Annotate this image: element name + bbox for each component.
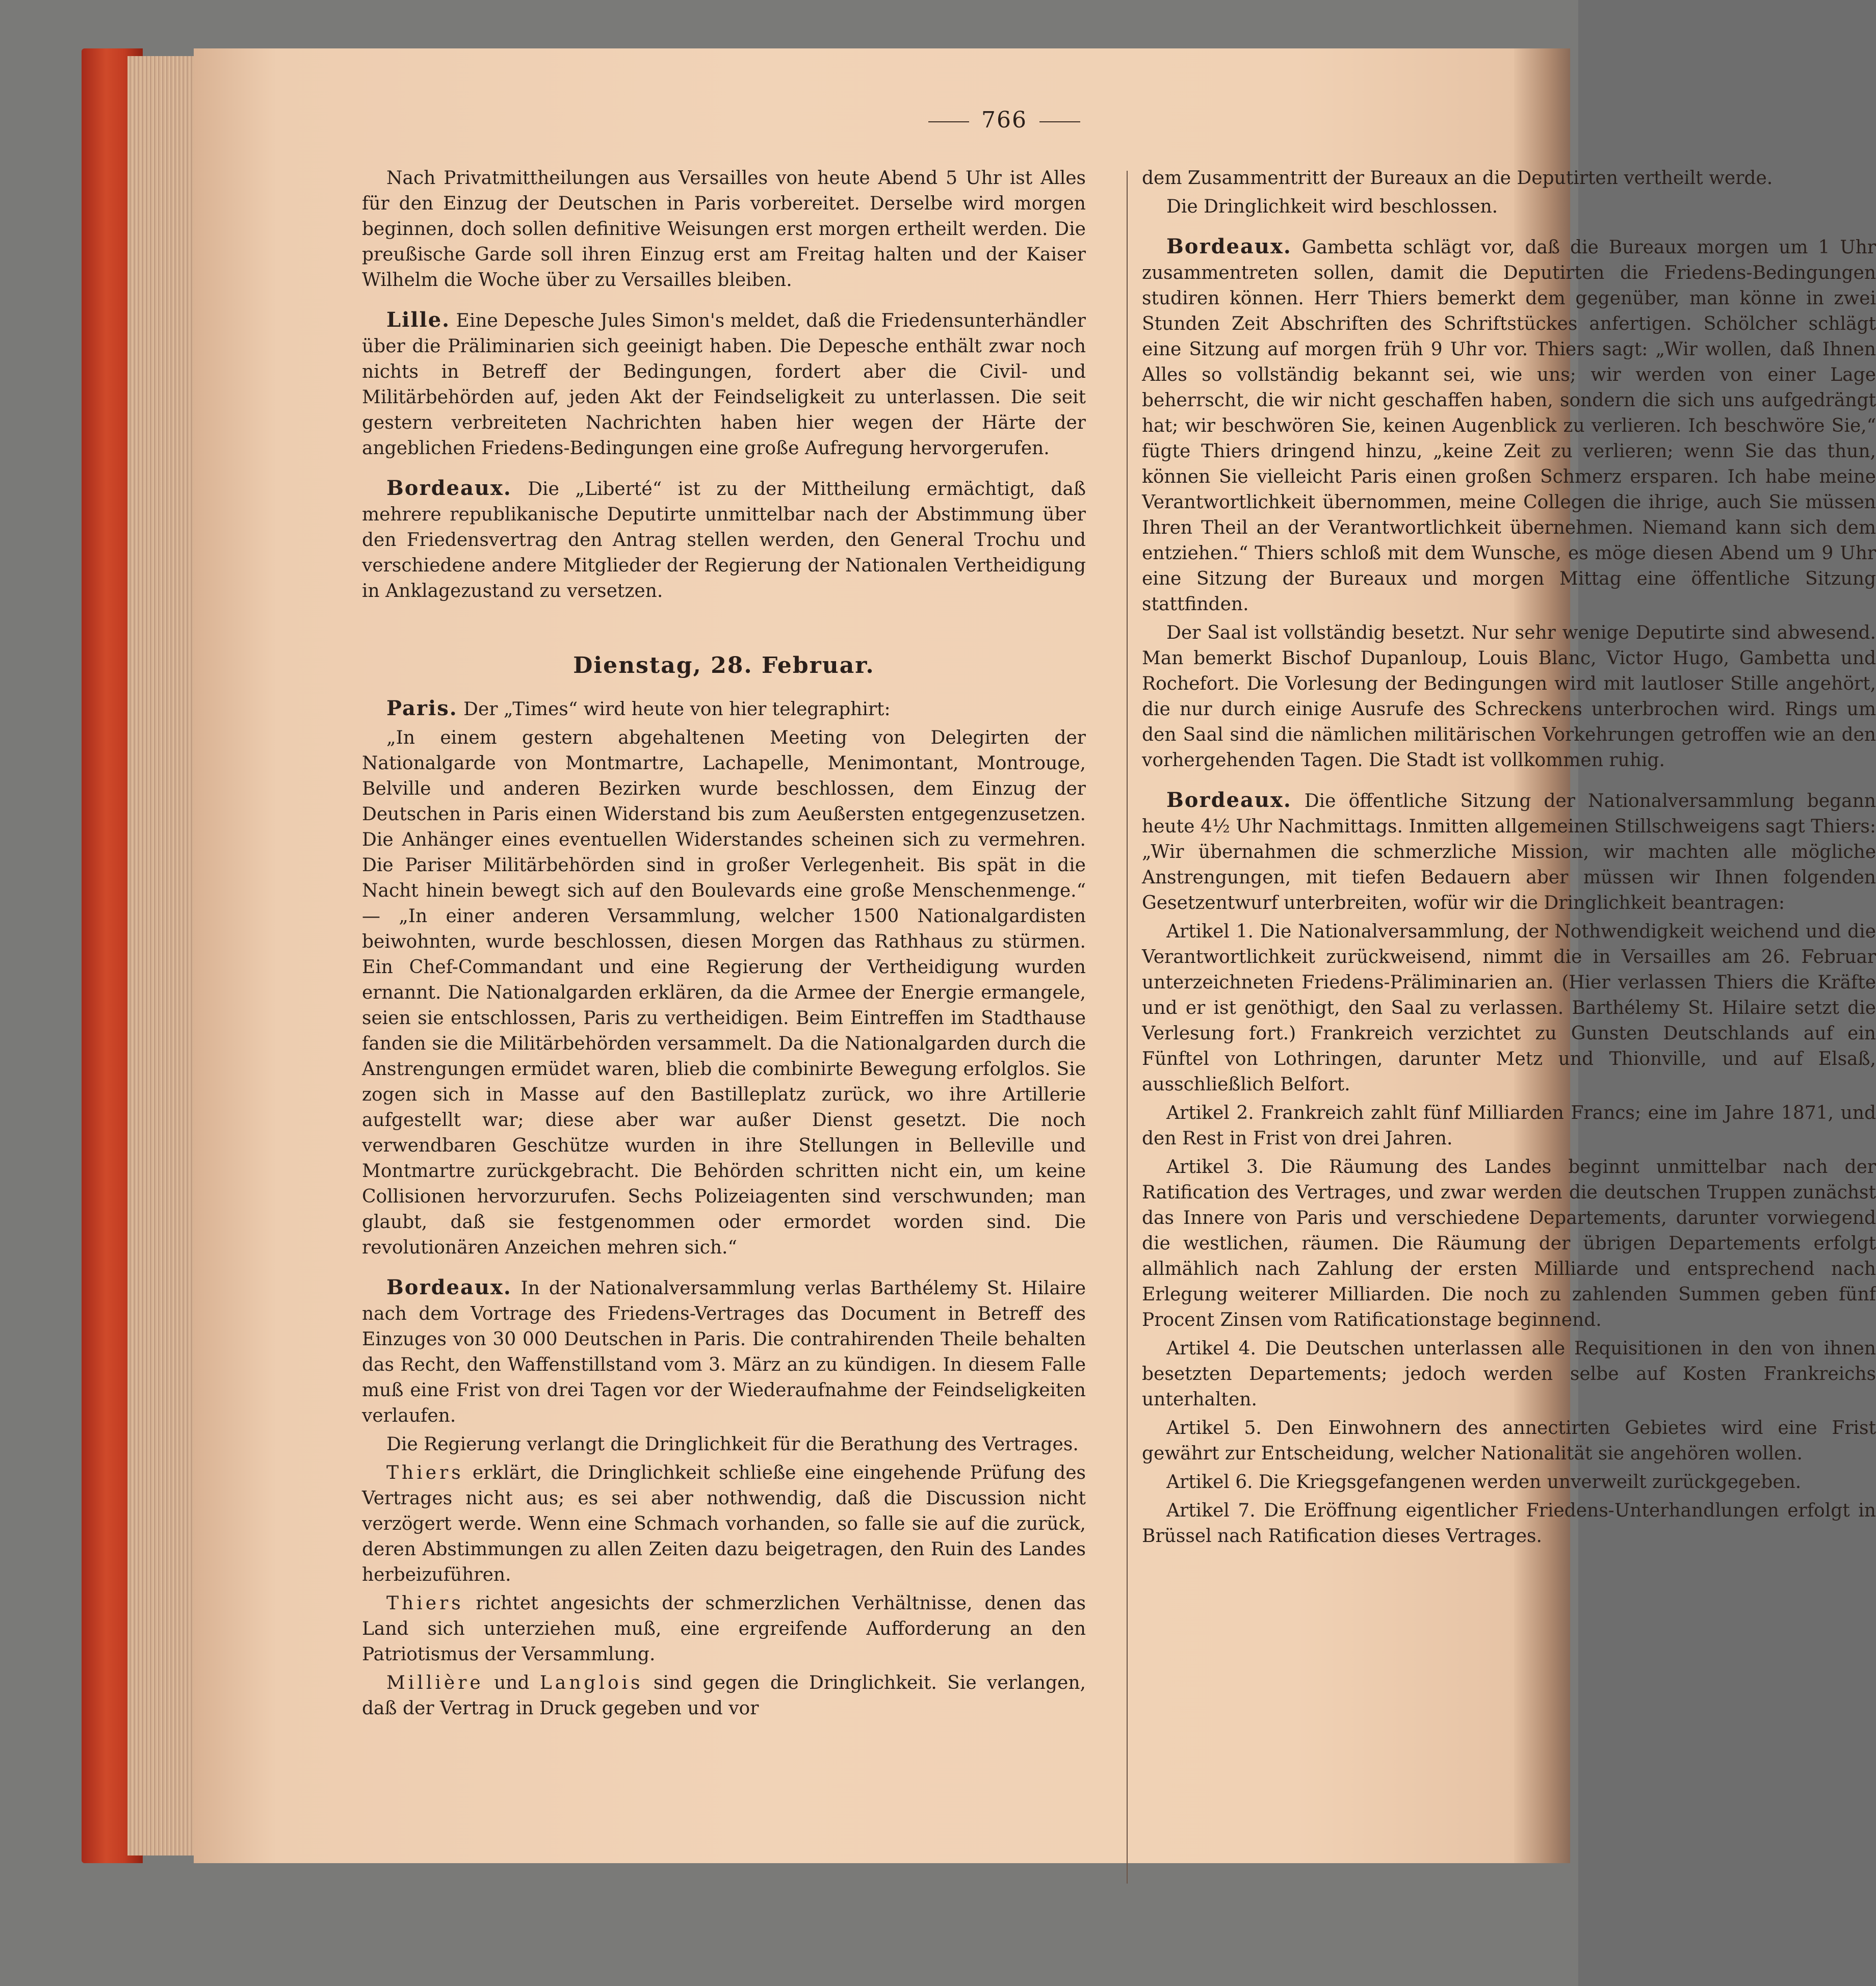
page-header (851, 107, 1157, 133)
name-thiers: Thiers (386, 1593, 464, 1614)
page-edges (127, 56, 199, 1856)
name-milliere: Millière (386, 1673, 484, 1693)
dateline-paris: Paris. (386, 696, 458, 720)
thiers-2-text: richtet angesichts der schmerzlichen Verhältnisse, denen das Land sich unterziehen muß, eine ergreifende Aufforderung an den Patriotismus der Versammlung. (362, 1593, 1086, 1665)
milliere-and: und (494, 1673, 530, 1693)
dateline-lille: Lille. (386, 308, 451, 332)
bordeaux-liberte-text: Die „Liberté“ ist zu der Mittheilung ermächtigt, daß mehrere republikanische Deputirte unmittelbar nach der Abstimmung über den Friedensvertrag den Antrag stellen werden, den General Trochu und verschiedene andere Mitglieder der Regierung der Nationalen Vertheidigung in Anklagezustand zu versetzen. (362, 479, 1086, 602)
dateline-bordeaux: Bordeaux. (386, 1275, 512, 1299)
paragraph-paris-quote: „In einem gestern abgehaltenen Meeting von Delegirten der Nationalgarde von Montmartre, Lachapelle, Menimontant, Montrouge, Belville und anderen Bezirken wurde beschlossen, dem Einzug der Deutschen in Paris einen Widerstand bis zum Aeußersten entgegenzusetzen. Die Anhänger eines eventuellen Widerstandes scheinen sich zu vermehren. Die Pariser Militärbehörden sind in großer Verlegenheit. Bis spät in die Nacht hinein bewegt sich auf den Boulevards eine große Menschenmenge.“ — „In einer anderen Versammlung, welcher 1500 Nationalgardisten beiwohnten, wurde beschlossen, diesen Morgen das Rathhaus zu stürmen. Ein Chef-Commandant und eine Regierung der Vertheidigung wurden ernannt. Die Nationalgarden erklären, da die Armee der Energie ermangele, seien sie entschlossen, Paris zu vertheidigen. Beim Eintreffen im Stadthause fanden sie die Militärbehörden versammelt. Da die Nationalgarden durch die Anstrengungen ermüdet waren, blieb die combinirte Bewegung erfolglos. Sie zogen sich in Masse auf den Bastilleplatz zurück, wo ihre Artillerie aufgestellt war; diese aber war außer Dienst gesetzt. Die noch verwendbaren Geschütze wurden in ihre Stellungen in Belleville und Montmartre zurückgebracht. Die Behörden schritten nicht ein, um keine Collisionen hervorzurufen. Sechs Polizeiagenten sind verschwunden; man glaubt, daß sie festgenommen oder ermordet worden sind. Die revolutionären Anzeichen mehren sich.“ (362, 727, 1086, 1258)
column-divider (1127, 171, 1128, 1884)
bordeaux-gambetta-text: Gambetta schlägt vor, daß die Bureaux morgen um 1 Uhr zusammentreten sollen, damit die Deputirten die Friedens-Bedingungen studiren können. Herr Thiers bemerkt dem gegenüber, man könne in zwei Stunden Zeit Abschriften des Schriftstückes anfertigen. Schölcher schlägt eine Sitzung auf morgen früh 9 Uhr vor. Thiers sagt: „Wir wollen, daß Ihnen Alles so vollständig bekannt sei, wie uns; wir werden von einer Lage beherrscht, die wir nicht geschaffen haben, sondern die sich uns aufgedrängt hat; wir beschwören Sie, keinen Augenblick zu verlieren. Ich beschwöre Sie,“ fügte Thiers dringend hinzu, „keine Zeit zu verlieren; wenn Sie das thun, können Sie vielleicht Paris einen großen Schmerz ersparen. Ich habe meine Verantwortlichkeit übernommen, meine Collegen die ihrige, auch Sie müssen Ihren Theil an der Verantwortlichkeit übernehmen. Niemand kann sich dem entziehen.“ Thiers schloß mit dem Wunsche, es möge diesen Abend um 9 Uhr eine Sitzung der Bureaux und morgen Mittag eine öffentliche Sitzung stattfinden. (1142, 237, 1876, 615)
name-langlois: Langlois (539, 1673, 643, 1693)
paragraph-versailles: Nach Privatmittheilungen aus Versailles von heute Abend 5 Uhr ist Alles für den Einzug der Deutschen in Paris vorbereitet. Derselbe wird morgen beginnen, doch sollen definitive Weisungen erst morgen ertheilt werden. Die preußische Garde soll ihren Einzug erst am Freitag halten und der Kaiser Wilhelm die Woche über zu Versailles bleiben. (362, 168, 1086, 291)
bordeaux-nationalversammlung-text: In der Nationalversammlung verlas Barthélemy St. Hilaire nach dem Vortrage des Friedens-Vertrages das Document in Betreff des Einzuges von 30 000 Deutschen in Paris. Die contrahirenden Theile behalten das Recht, den Waffenstillstand vom 3. März an zu kündigen. In diesem Falle muß eine Frist von drei Tagen vor der Wiederaufnahme der Feindseligkeiten verlaufen. (362, 1278, 1086, 1426)
paragraph-regierung: Die Regierung verlangt die Dringlichkeit für die Berathung des Vertrages. (386, 1434, 1079, 1455)
paragraph-bordeaux-liberte (362, 476, 1086, 604)
dateline-bordeaux: Bordeaux. (386, 476, 512, 500)
dateline-bordeaux: Bordeaux. (1166, 788, 1292, 812)
header-rule-left (928, 121, 969, 122)
page-number: 766 (981, 107, 1027, 133)
article-3: Artikel 3. Die Räumung des Landes beginnt unmittelbar nach der Ratification des Vertrages, und zwar werden die deutschen Truppen zunächst das Innere von Paris und verschiedene Departements, darunter vorwiegend die westlichen, räumen. Die Räumung der übrigen Departements erfolgt allmählich nach Zahlung der ersten Milliarde und entsprechend nach Erlegung weiterer Milliarden. Die noch zu zahlenden Summen geben fünf Procent Zinsen vom Ratificationstage beginnend. (1142, 1157, 1876, 1330)
name-thiers: Thiers (386, 1462, 464, 1483)
right-column (1142, 166, 1876, 1552)
article-4: Artikel 4. Die Deutschen unterlassen alle Requisitionen in den von ihnen besetzten Departements; jedoch werden selbe auf Kosten Frankreichs unterhalten. (1142, 1338, 1876, 1410)
article-5: Artikel 5. Den Einwohnern des annectirten Gebietes wird eine Frist gewährt zur Entscheidung, welcher Nationalität sie angehören wollen. (1142, 1418, 1876, 1464)
lille-text: Eine Depesche Jules Simon's meldet, daß die Friedensunterhändler über die Präliminarien sich geeinigt haben. Die Depesche enthält zwar noch nichts in Betreff der Bedingungen, fordert aber die Civil- und Militärbehörden auf, jeden Akt der Feindseligkeit zu unterlassen. Die seit gestern verbreiteten Nachrichten haben hier wegen der Härte der angeblichen Friedens-Bedingungen eine große Aufregung hervorgerufen. (362, 310, 1086, 459)
article-7: Artikel 7. Die Eröffnung eigentlicher Friedens-Unterhandlungen erfolgt in Brüssel nach Ratification dieses Vertrages. (1142, 1500, 1876, 1547)
article-1: Artikel 1. Die Nationalversammlung, der Nothwendigkeit weichend und die Verantwortlichkeit zurückweisend, nimmt die in Versailles am 26. Februar unterzeichneten Friedens-Präliminarien an. (Hier verlassen Thiers die Kräfte und er ist genöthigt, den Saal zu verlassen. Barthélemy St. Hilaire setzt die Verlesung fort.) Frankreich verzichtet zu Gunsten Deutschlands auf ein Fünftel von Lothringen, darunter Metz und Thionville, und auf Elsaß, ausschließlich Belfort. (1142, 921, 1876, 1095)
paragraph-bordeaux-sitzung (1142, 788, 1876, 916)
paragraph-lille (362, 307, 1086, 461)
paragraph-thiers-2 (362, 1591, 1086, 1667)
paragraph-paris (362, 696, 1086, 722)
header-rule-right (1039, 121, 1080, 122)
paragraph-continuation: dem Zusammentritt der Bureaux an die Deputirten vertheilt werde. (1142, 168, 1773, 189)
paragraph-thiers-1 (362, 1460, 1086, 1588)
date-heading: Dienstag, 28. Februar. (573, 652, 875, 678)
bordeaux-sitzung-text: Die öffentliche Sitzung der Nationalversammlung begann heute 4½ Uhr Nachmittags. Inmitten allgemeinen Stillschweigens sagt Thiers: „Wir übernahmen die schmerzliche Mission, wir machten alle mögliche Anstrengungen, mit tiefen Bedauern aber müssen wir Ihnen folgenden Gesetzentwurf unterbreiten, wofür wir die Dringlichkeit beantragen: (1142, 791, 1876, 913)
paragraph-milliere (362, 1670, 1086, 1721)
paragraph-bordeaux-gambetta (1142, 234, 1876, 617)
milliere-text: sind gegen die Dringlichkeit. Sie verlangen, daß der Vertrag in Druck gegeben und vor (362, 1673, 1086, 1719)
article-6: Artikel 6. Die Kriegsgefangenen werden unverweilt zurückgegeben. (1166, 1472, 1802, 1493)
article-2: Artikel 2. Frankreich zahlt fünf Milliarden Francs; eine im Jahre 1871, und den Rest in Frist von drei Jahren. (1142, 1103, 1876, 1149)
paragraph-dringlichkeit: Die Dringlichkeit wird beschlossen. (1166, 196, 1498, 217)
paragraph-saal: Der Saal ist vollständig besetzt. Nur sehr wenige Deputirte sind abwesend. Man bemerkt Bischof Dupanloup, Louis Blanc, Victor Hugo, Gambetta und Rochefort. Die Vorlesung der Bedingungen wird mit lautloser Stille angehört, die nur durch einige Ausrufe des Schreckens unterbrochen wird. Rings um den Saal sind die nämlichen militärischen Vorkehrungen getroffen wie an den vorhergehenden Tagen. Die Stadt ist vollkommen ruhig. (1142, 622, 1876, 771)
left-column (362, 166, 1086, 1724)
dateline-bordeaux: Bordeaux. (1166, 234, 1292, 258)
paris-text: Der „Times“ wird heute von hier telegraphirt: (463, 699, 891, 720)
book-page (194, 48, 1876, 1863)
thiers-1-text: erklärt, die Dringlichkeit schließe eine eingehende Prüfung des Vertrages nicht aus; es sei aber nothwendig, daß die Discussion nicht verzögert werde. Wenn eine Schmach vorhanden, so falle sie auf die zurück, deren Abstimmungen zu allen Zeiten dazu beigetragen, den Ruin des Landes herbeizuführen. (362, 1462, 1086, 1585)
paragraph-bordeaux-nationalversammlung (362, 1275, 1086, 1429)
